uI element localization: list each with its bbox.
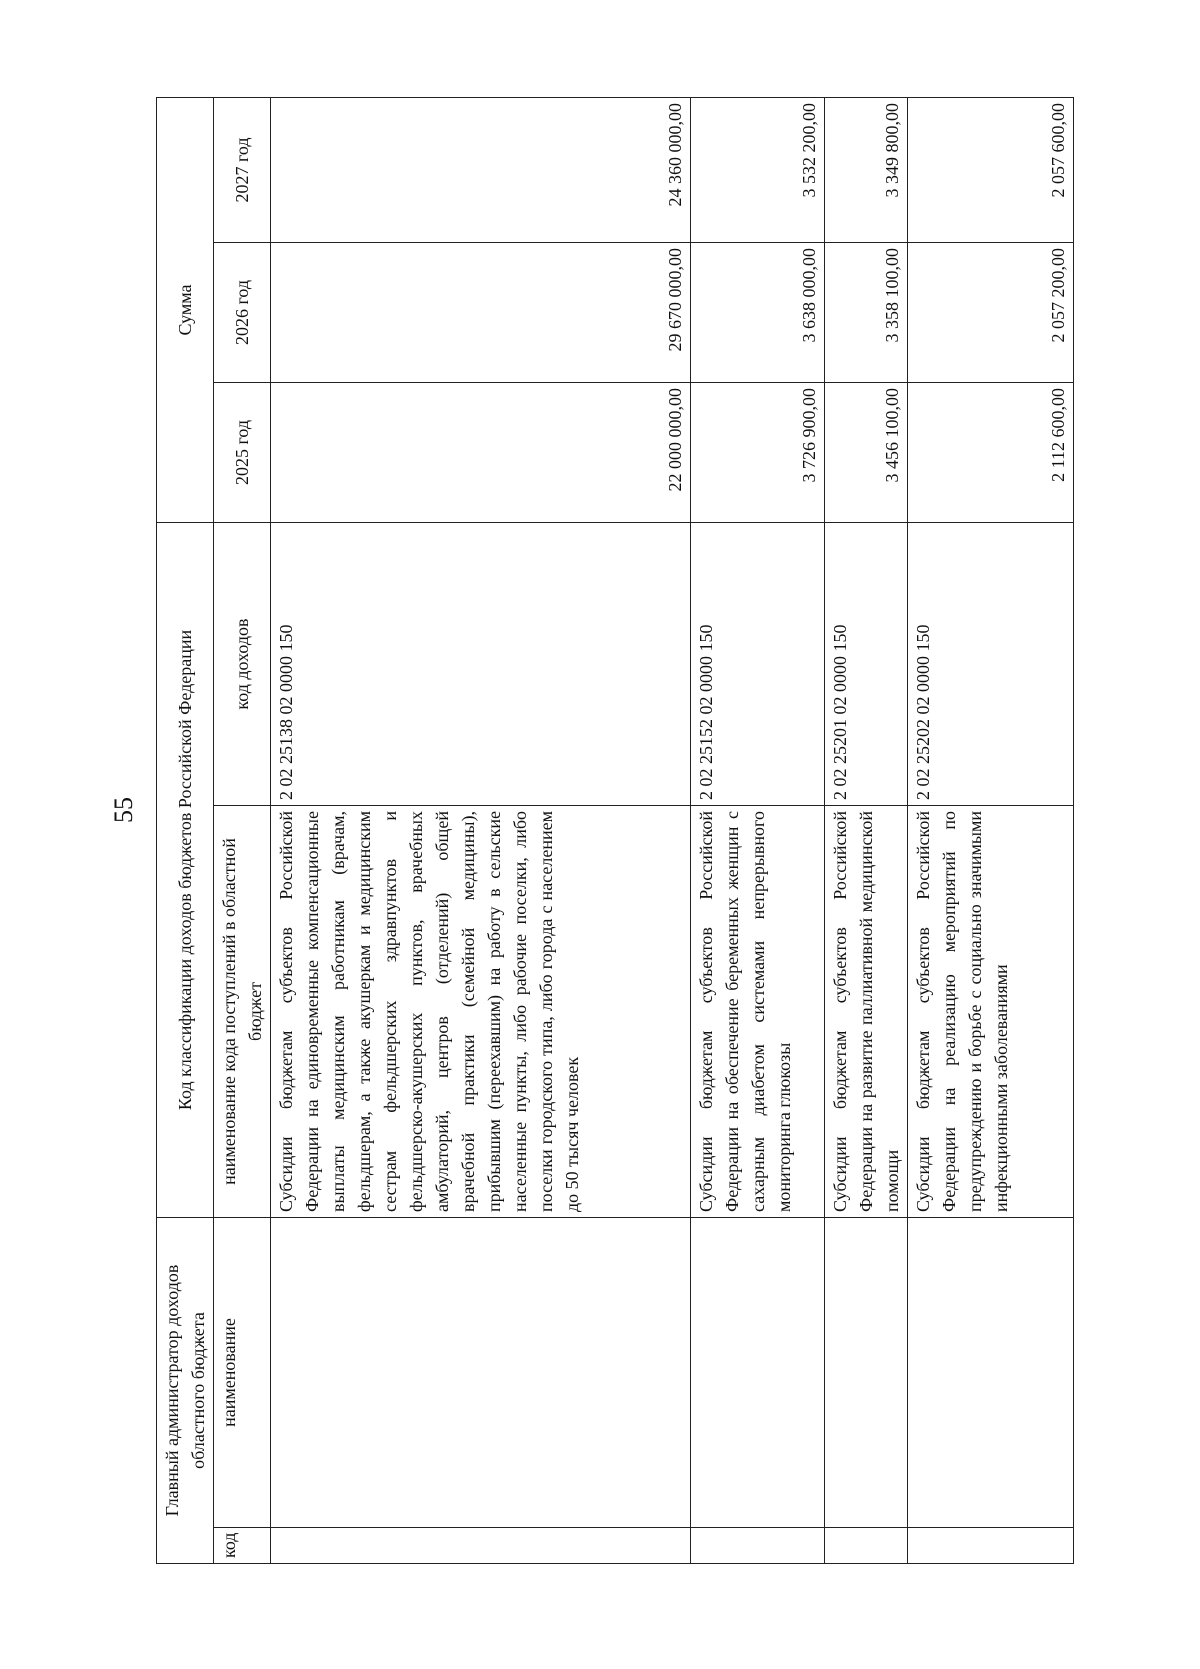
year-2027-header: 2027 год [214, 98, 271, 243]
classification-group-header: Код классификации доходов бюджетов Российской Федерации [157, 523, 214, 1218]
amount-2025-cell: 2 112 600,00 [908, 383, 1074, 523]
header-row-2 [214, 98, 271, 1564]
income-code-cell: 2 02 25138 02 0000 150 [271, 523, 691, 806]
page-number: 55 [109, 797, 138, 823]
admin-name-header: наименование [214, 1218, 271, 1528]
amount-2026-cell: 29 670 000,00 [271, 243, 691, 383]
table-row [691, 98, 825, 1564]
admin-name-cell [825, 1218, 908, 1528]
admin-name-cell [691, 1218, 825, 1528]
sum-group-header: Сумма [157, 98, 214, 523]
income-name-cell: Субсидии бюджетам субъектов Российской Федерации на реализацию мероприятий по предупреждению и борьбе с социально значимыми инфекционными заболеваниями [908, 806, 1074, 1218]
income-code-cell: 2 02 25201 02 0000 150 [825, 523, 908, 806]
revenue-table [156, 97, 1074, 1564]
income-code-header: код доходов [214, 523, 271, 806]
amount-2025-cell: 3 456 100,00 [825, 383, 908, 523]
income-name-header: наименование кода поступлений в областной бюджет [214, 806, 271, 1218]
amount-2025-cell: 3 726 900,00 [691, 383, 825, 523]
admin-group-header: Главный администратор доходов областного бюджета [157, 1218, 214, 1564]
admin-name-cell [271, 1218, 691, 1528]
year-2026-header: 2026 год [214, 243, 271, 383]
admin-code-cell [908, 1528, 1074, 1564]
income-name-cell: Субсидии бюджетам субъектов Российской Федерации на обеспечение беременных женщин с сахарным диабетом системами непрерывного мониторинга глюкозы [691, 806, 825, 1218]
income-code-cell: 2 02 25152 02 0000 150 [691, 523, 825, 806]
amount-2027-cell: 2 057 600,00 [908, 98, 1074, 243]
year-2025-header: 2025 год [214, 383, 271, 523]
table-row [825, 98, 908, 1564]
income-name-cell: Субсидии бюджетам субъектов Российской Федерации на развитие паллиативной медицинской помощи [825, 806, 908, 1218]
amount-2026-cell: 2 057 200,00 [908, 243, 1074, 383]
admin-code-cell [691, 1528, 825, 1564]
admin-code-cell [271, 1528, 691, 1564]
income-code-cell: 2 02 25202 02 0000 150 [908, 523, 1074, 806]
table-row [271, 98, 691, 1564]
admin-code-cell [825, 1528, 908, 1564]
admin-code-header: код [214, 1528, 271, 1564]
amount-2026-cell: 3 638 000,00 [691, 243, 825, 383]
amount-2027-cell: 24 360 000,00 [271, 98, 691, 243]
amount-2027-cell: 3 532 200,00 [691, 98, 825, 243]
amount-2025-cell: 22 000 000,00 [271, 383, 691, 523]
admin-name-cell [908, 1218, 1074, 1528]
income-name-cell: Субсидии бюджетам субъектов Российской Федерации на единовременные компенсационные выплаты медицинским работникам (врачам, фельдшерам, а также акушеркам и медицинским сестрам фельдшерских здравпунктов и фельдшерско-акушерских пунктов, врачебных амбулаторий, центров (отделений) общей врачебной практики (семейной медицины), прибывшим (переехавшим) на работу в сельские населенные пункты, либо рабочие поселки, либо поселки городского типа, либо города с населением до 50 тысяч человек [271, 806, 691, 1218]
rotated-table-container [156, 98, 1068, 1564]
header-row-1 [157, 98, 214, 1564]
amount-2026-cell: 3 358 100,00 [825, 243, 908, 383]
amount-2027-cell: 3 349 800,00 [825, 98, 908, 243]
table-row [908, 98, 1074, 1564]
